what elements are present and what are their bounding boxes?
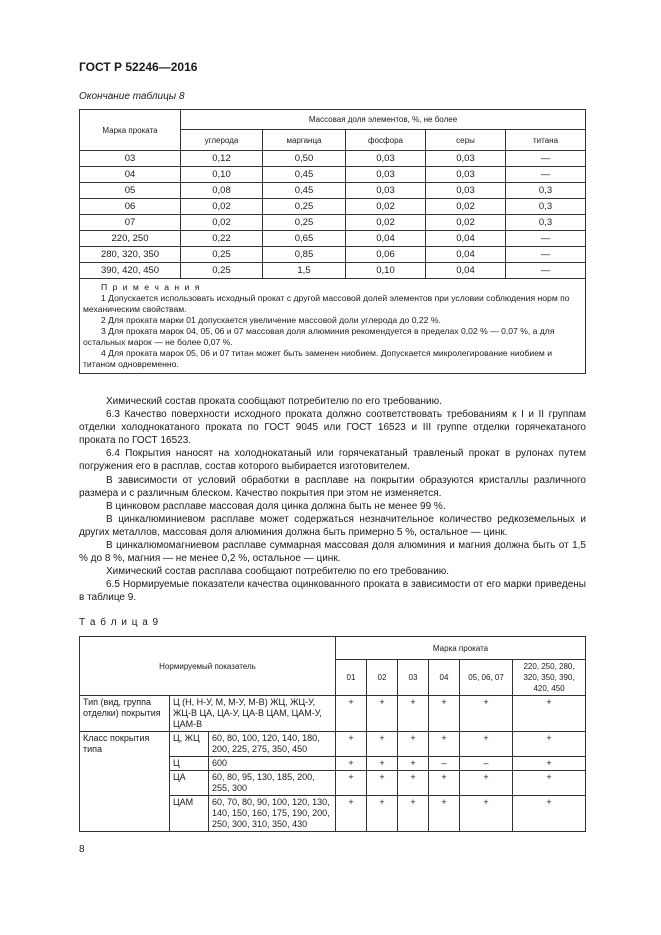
table9-header-param: Нормируемый показатель bbox=[80, 637, 336, 696]
table9-mark: + bbox=[398, 796, 429, 832]
table9-mark: + bbox=[513, 757, 586, 771]
table8-cell: 0,02 bbox=[181, 199, 263, 215]
table9-class-sub: ЦА bbox=[170, 771, 209, 795]
table9 bbox=[79, 636, 586, 832]
document-code: ГОСТ Р 52246—2016 bbox=[79, 60, 198, 74]
table8-cell: 0,03 bbox=[426, 151, 506, 167]
paragraph: В цинкалюминиевом расплаве может содержаться незначительное количество редкоземельных и других металлов, массовая доля алюминия должна быть примерно 5 %, остальное — цинк. bbox=[79, 513, 586, 538]
table8 bbox=[79, 109, 586, 374]
table8-cell: 0,10 bbox=[181, 167, 263, 183]
table8-cell: 0,3 bbox=[506, 183, 586, 199]
table8-cell: 0,04 bbox=[426, 263, 506, 279]
table9-type-label: Тип (вид, группа отделки) покрытия bbox=[80, 696, 170, 732]
table8-cell: 280, 320, 350 bbox=[80, 247, 181, 263]
table8-header-brand: Марка проката bbox=[80, 110, 181, 151]
table8-cell: 0,02 bbox=[426, 215, 506, 231]
table9-mark: + bbox=[367, 771, 398, 796]
table8-header-element: титана bbox=[506, 130, 586, 151]
table8-cell: 0,08 bbox=[181, 183, 263, 199]
paragraph: В зависимости от условий обработки в расплаве на покрытии образуются кристаллы различного размера и с различным блеском. Качество покрытия при этом не изменяется. bbox=[79, 474, 586, 499]
table8-header-element: серы bbox=[426, 130, 506, 151]
table9-class-values: 60, 80, 100, 120, 140, 180, 200, 225, 275, 350, 450 bbox=[212, 733, 320, 754]
table8-cell: 1,5 bbox=[263, 263, 346, 279]
table9-class-sub: Ц bbox=[170, 757, 209, 770]
table9-mark: + bbox=[460, 771, 513, 796]
table8-cell: 07 bbox=[80, 215, 181, 231]
paragraph: В цинковом расплаве массовая доля цинка должна быть не менее 99 %. bbox=[106, 500, 446, 512]
table9-mark: + bbox=[398, 696, 429, 732]
table8-cell: 0,25 bbox=[181, 263, 263, 279]
table9-class-sub: Ц, ЖЦ bbox=[170, 732, 209, 756]
table8-cell: 04 bbox=[80, 167, 181, 183]
table-row bbox=[80, 167, 586, 183]
table8-caption: Окончание таблицы 8 bbox=[79, 91, 185, 102]
table8-cell: — bbox=[506, 151, 586, 167]
table8-cell: 0,03 bbox=[426, 167, 506, 183]
table9-mark: + bbox=[513, 796, 586, 832]
paragraph: В цинкалюмомагниевом расплаве суммарная массовая доля алюминия и магния должна быть от 1,5 % до 8 %, магния — не менее 0,2 %, остальное — цинк. bbox=[79, 540, 586, 565]
table8-header-element: углерода bbox=[181, 130, 263, 151]
table9-mark: + bbox=[336, 771, 367, 796]
paragraph: Химический состав проката сообщают потребителю по его требованию. bbox=[106, 396, 442, 407]
table8-cell: 0,04 bbox=[426, 231, 506, 247]
table8-cell: 0,12 bbox=[181, 151, 263, 167]
table8-cell: 0,22 bbox=[181, 231, 263, 247]
table8-header-group: Массовая доля элементов, %, не более bbox=[181, 110, 586, 130]
table9-mark: + bbox=[367, 696, 398, 732]
table8-header-element: фосфора bbox=[346, 130, 426, 151]
table9-mark: + bbox=[398, 771, 429, 796]
table8-cell: 0,03 bbox=[346, 151, 426, 167]
table8-cell: 0,04 bbox=[346, 231, 426, 247]
table9-mark: – bbox=[429, 757, 460, 771]
page-number: 8 bbox=[79, 844, 85, 855]
table8-cell: 0,85 bbox=[263, 247, 346, 263]
table9-mark: + bbox=[367, 757, 398, 771]
table9-mark: + bbox=[429, 796, 460, 832]
table8-cell: 0,3 bbox=[506, 215, 586, 231]
table8-cell: 0,06 bbox=[346, 247, 426, 263]
table8-cell: 0,02 bbox=[346, 215, 426, 231]
table8-cell: 0,25 bbox=[263, 199, 346, 215]
note-item: 3 Для проката марок 04, 05, 06 и 07 массовая доля алюминия рекомендуется в пределах 0,02 % — 0,07 %, а для остальных марок — не более 0,07 %. bbox=[83, 326, 555, 347]
table8-cell: 0,02 bbox=[181, 215, 263, 231]
table8-cell: 0,45 bbox=[263, 167, 346, 183]
table8-cell: 05 bbox=[80, 183, 181, 199]
table-row bbox=[80, 199, 586, 215]
table9-class-sub: ЦАМ bbox=[170, 796, 209, 831]
table9-type-values: Ц (Н, Н-У, М, М-У, М-В) ЖЦ, ЖЦ-У, ЖЦ-В ЦА, ЦА-У, ЦА-В ЦАМ, ЦАМ-У, ЦАМ-В bbox=[170, 696, 336, 732]
table8-header-element: марганца bbox=[263, 130, 346, 151]
table9-mark: + bbox=[336, 796, 367, 832]
table8-cell: 06 bbox=[80, 199, 181, 215]
table9-mark: + bbox=[429, 696, 460, 732]
body-text bbox=[79, 395, 586, 605]
table9-mark: – bbox=[460, 757, 513, 771]
table8-cell: 0,02 bbox=[426, 199, 506, 215]
table-row bbox=[80, 696, 586, 732]
table9-mark: + bbox=[398, 732, 429, 757]
table9-class-values: 60, 80, 95, 130, 185, 200, 255, 300 bbox=[212, 772, 315, 793]
table8-cell: 0,10 bbox=[346, 263, 426, 279]
table9-class-values: 60, 70, 80, 90, 100, 120, 130, 140, 150, 160, 175, 190, 200, 250, 300, 310, 350, 430 bbox=[212, 797, 330, 829]
note-item: 4 Для проката марок 05, 06 и 07 титан может быть заменен ниобием. Допускается микролегирование ниобием и титаном одновременно. bbox=[83, 348, 552, 369]
table9-mark: + bbox=[429, 771, 460, 796]
table8-cell: 0,03 bbox=[426, 183, 506, 199]
table9-mark: + bbox=[460, 732, 513, 757]
table9-header-brand: 04 bbox=[429, 660, 460, 696]
table-row bbox=[80, 183, 586, 199]
table-row bbox=[80, 151, 586, 167]
table8-cell: 0,65 bbox=[263, 231, 346, 247]
table9-mark: + bbox=[336, 696, 367, 732]
note-item: 1 Допускается использовать исходный прокат с другой массовой долей элементов при условии соблюдения норм по механическим свойствам. bbox=[83, 293, 570, 314]
table8-cell: 0,25 bbox=[263, 215, 346, 231]
table9-mark: + bbox=[513, 771, 586, 796]
paragraph: 6.4 Покрытия наносят на холоднокатаный или горячекатаный травленый прокат в рулонах путем погружения его в расплав, состав которого выбирается изготовителем. bbox=[79, 448, 586, 473]
table9-mark: + bbox=[460, 796, 513, 832]
table9-mark: + bbox=[513, 732, 586, 757]
table-row bbox=[80, 215, 586, 231]
table-row bbox=[80, 247, 586, 263]
paragraph: 6.3 Качество поверхности исходного проката должно соответствовать требованиям к I и II группам отделки холоднокатаного проката по ГОСТ 9045 или ГОСТ 16523 и III группе отделки горячекатаного проката по ГОСТ 16523. bbox=[79, 409, 586, 447]
table9-mark: + bbox=[429, 732, 460, 757]
note-item: 2 Для проката марки 01 допускается увеличение массовой доли углерода до 0,22 %. bbox=[101, 315, 441, 325]
table9-mark: + bbox=[513, 696, 586, 732]
table9-mark: + bbox=[460, 696, 513, 732]
table9-class-label: Класс покрытия типа bbox=[80, 732, 170, 832]
paragraph: Химический состав расплава сообщают потребителю по его требованию. bbox=[106, 566, 450, 578]
table8-cell: 0,50 bbox=[263, 151, 346, 167]
table8-cell: 0,25 bbox=[181, 247, 263, 263]
table9-header-brand: 03 bbox=[398, 660, 429, 696]
table-row bbox=[80, 732, 586, 757]
table8-cell: 0,04 bbox=[426, 247, 506, 263]
table8-cell: — bbox=[506, 231, 586, 247]
table9-mark: + bbox=[336, 732, 367, 757]
table8-cell: 0,02 bbox=[346, 199, 426, 215]
table-row bbox=[80, 263, 586, 279]
table8-cell: — bbox=[506, 167, 586, 183]
notes-title: П р и м е ч а н и я bbox=[101, 282, 201, 292]
table9-class-values: 600 bbox=[212, 758, 228, 768]
table9-caption: Т а б л и ц а 9 bbox=[79, 617, 160, 628]
table9-header-group: Марка проката bbox=[336, 637, 586, 660]
table8-cell: 03 bbox=[80, 151, 181, 167]
table9-header-brand: 05, 06, 07 bbox=[460, 660, 513, 696]
table9-mark: + bbox=[336, 757, 367, 771]
table9-header-brand: 01 bbox=[336, 660, 367, 696]
table8-cell: 0,45 bbox=[263, 183, 346, 199]
paragraph: 6.5 Нормируемые показатели качества оцинкованного проката в зависимости от его марки приведены в таблице 9. bbox=[79, 579, 586, 604]
table8-cell: 390, 420, 450 bbox=[80, 263, 181, 279]
table-row bbox=[80, 231, 586, 247]
table9-header-brand: 220, 250, 280, 320, 350, 390, 420, 450 bbox=[513, 660, 586, 696]
table8-cell: — bbox=[506, 247, 586, 263]
table9-mark: + bbox=[398, 757, 429, 771]
table9-header-brand: 02 bbox=[367, 660, 398, 696]
table8-cell: 0,03 bbox=[346, 167, 426, 183]
table8-notes bbox=[80, 279, 586, 374]
table8-cell: 0,3 bbox=[506, 199, 586, 215]
table8-cell: — bbox=[506, 263, 586, 279]
table8-cell: 0,03 bbox=[346, 183, 426, 199]
table9-mark: + bbox=[367, 732, 398, 757]
table9-mark: + bbox=[367, 796, 398, 832]
table8-cell: 220, 250 bbox=[80, 231, 181, 247]
